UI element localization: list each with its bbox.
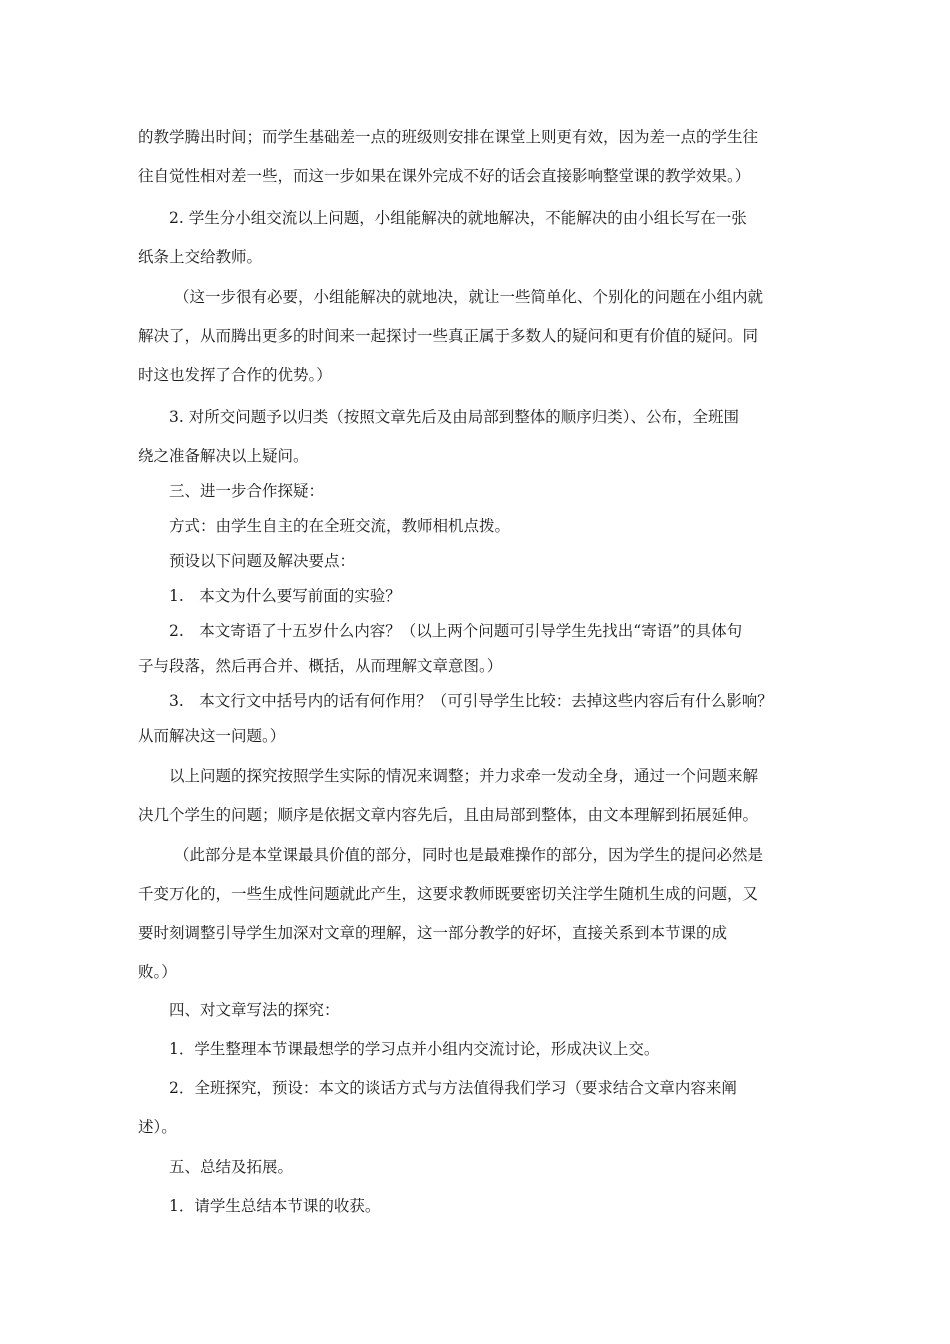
text-line: （此部分是本堂课最具价值的部分，同时也是最难操作的部分，因为学生的提问必然是 (174, 846, 764, 864)
list-item: 2. 本文寄语了十五岁什么内容？（以上两个问题可引导学生先找出“寄语”的具体句 (169, 622, 743, 640)
text-line: （这一步很有必要，小组能解决的就地决，就让一些简单化、个别化的问题在小组内就 (174, 288, 764, 306)
text-line: 决几个学生的问题；顺序是依据文章内容先后，且由局部到整体，由文本理解到拓展延伸。 (138, 806, 759, 824)
list-item: 1．学生整理本节课最想学的学习点并小组内交流讨论，形成决议上交。 (169, 1040, 660, 1058)
text-line: 败。） (138, 963, 177, 981)
text-line: 方式：由学生自主的在全班交流，教师相机点拨。 (169, 517, 511, 535)
text-line: 千变万化的，一些生成性问题就此产生，这要求教师既要密切关注学生随机生成的问题，又 (138, 885, 759, 903)
text-line: 2. 学生分小组交流以上问题，小组能解决的就地解决，不能解决的由小组长写在一张 (169, 209, 747, 227)
text-line: 往自觉性相对差一些，而这一步如果在课外完成不好的话会直接影响整堂课的教学效果。） (138, 167, 751, 185)
text-line: 的教学腾出时间；而学生基础差一点的班级则安排在课堂上则更有效，因为差一点的学生往 (138, 128, 759, 146)
text-line: 述）。 (138, 1118, 177, 1136)
list-item: 3. 本文行文中括号内的话有何作用？（可引导学生比较：去掉这些内容后有什么影响？ (169, 692, 773, 710)
text-line: 纸条上交给教师。 (138, 248, 263, 266)
list-item: 1．请学生总结本节课的收获。 (169, 1197, 381, 1215)
text-line: 绕之准备解决以上疑问。 (138, 447, 309, 465)
list-item: 2．全班探究，预设：本文的谈话方式与方法值得我们学习（要求结合文章内容来阐 (169, 1079, 737, 1097)
text-line: 以上问题的探究按照学生实际的情况来调整；并力求牵一发动全身，通过一个问题来解 (169, 767, 759, 785)
text-line: 解决了，从而腾出更多的时间来一起探讨一些真正属于多数人的疑问和更有价值的疑问。同 (138, 327, 759, 345)
text-line: 要时刻调整引导学生加深对文章的理解，这一部分教学的好坏，直接关系到本节课的成 (138, 924, 728, 942)
text-line: 预设以下问题及解决要点： (169, 552, 356, 570)
text-line: 子与段落，然后再合并、概括，从而理解文章意图。） (138, 657, 503, 675)
text-line: 从而解决这一问题。） (138, 727, 286, 745)
section-heading: 三、进一步合作探疑： (169, 482, 325, 500)
text-line: 3. 对所交问题予以归类（按照文章先后及由局部到整体的顺序归类）、公布，全班围 (169, 408, 739, 426)
section-heading: 五、总结及拓展。 (169, 1158, 294, 1176)
text-line: 时这也发挥了合作的优势。） (138, 366, 332, 384)
section-heading: 四、对文章写法的探究： (169, 1001, 340, 1019)
list-item: 1. 本文为什么要写前面的实验？ (169, 587, 401, 605)
